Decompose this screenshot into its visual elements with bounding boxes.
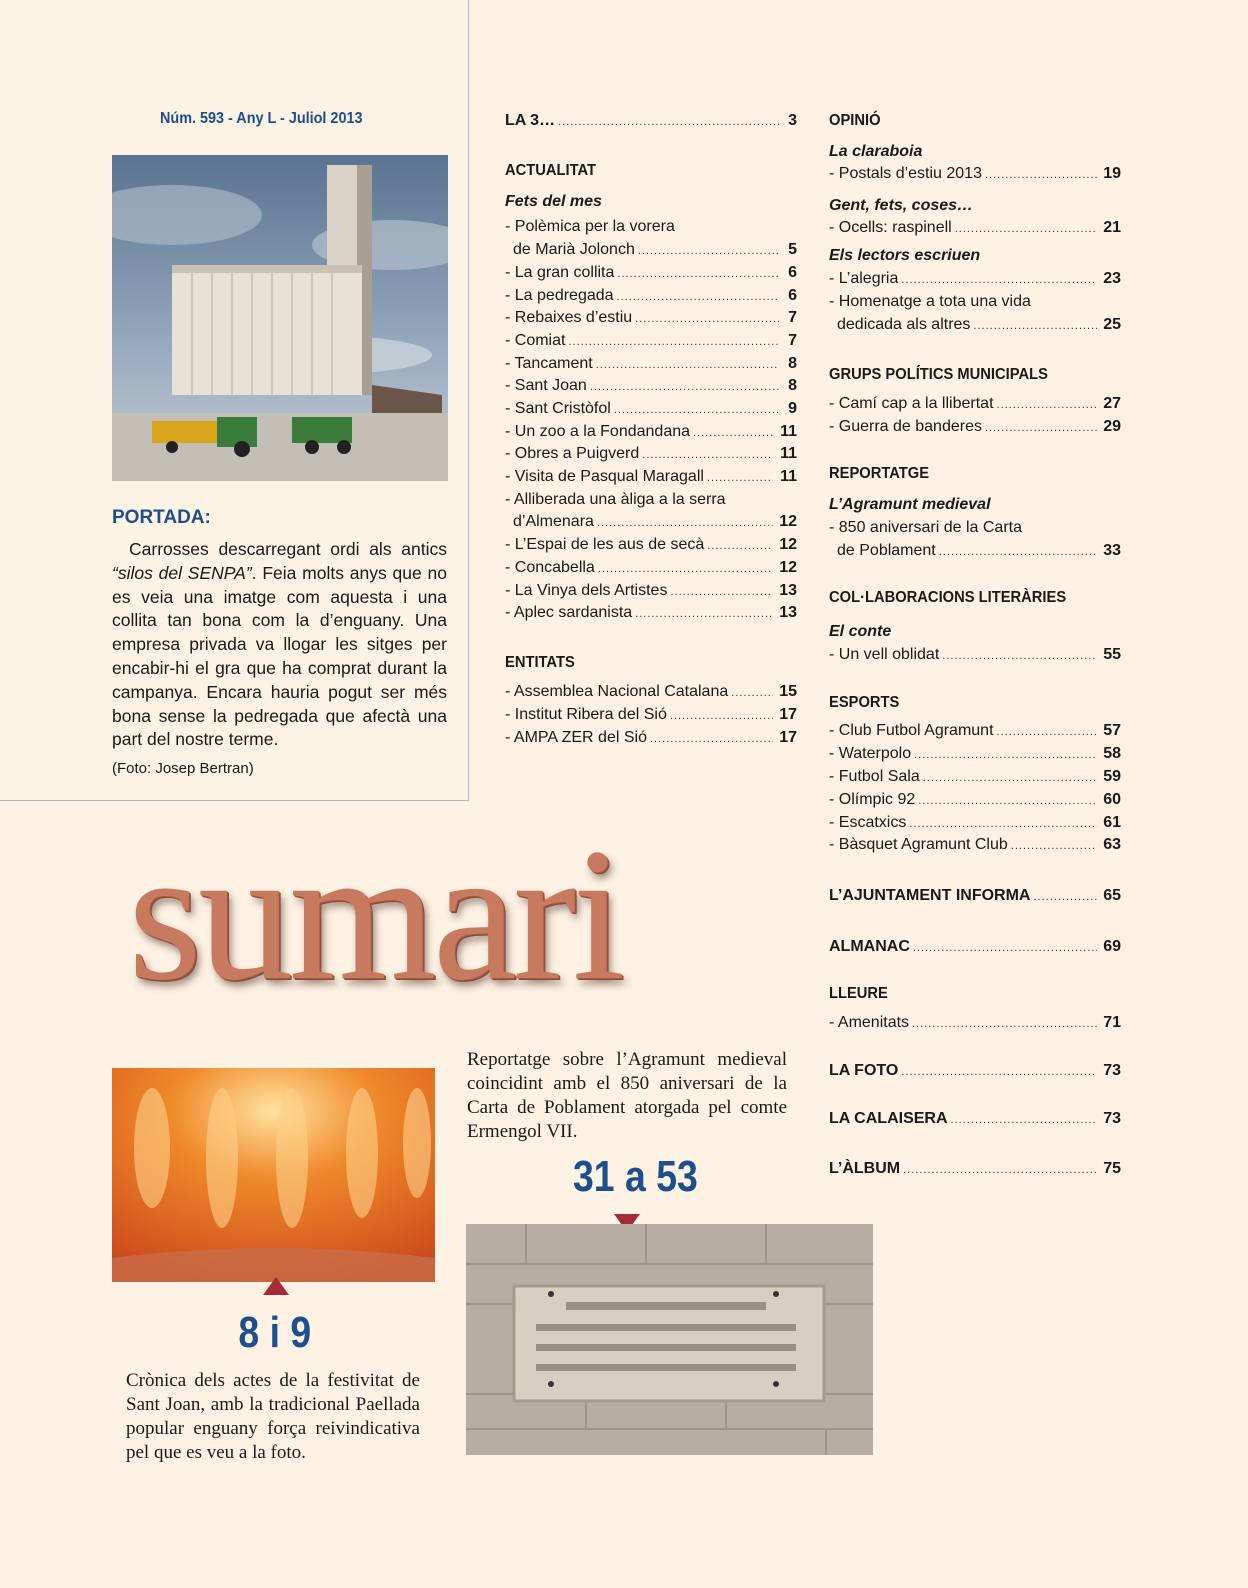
- toc-item: - 850 aniversari de la Carta: [829, 519, 1022, 536]
- toc-item[interactable]: - Futbol Sala ..... 59: [829, 768, 1121, 786]
- toc-item[interactable]: - La pedregada ..... 6: [505, 287, 797, 305]
- section-reportatge: REPORTATGE: [829, 465, 930, 482]
- feature-right-caption: Reportatge sobre l’Agramunt medieval coincidint amb el 850 aniversari de la Carta de Poblament atorgada pel comte Ermengol VII.: [467, 1049, 787, 1142]
- toc-item[interactable]: - L’Espai de les aus de secà ..... 12: [505, 536, 797, 554]
- toc-item[interactable]: - Postals d’estiu 2013 ..... 19: [829, 165, 1121, 183]
- toc-item[interactable]: de Poblament ..... 33: [829, 542, 1121, 560]
- toc-item[interactable]: - Concabella ..... 12: [505, 559, 797, 577]
- toc-item[interactable]: - AMPA ZER del Sió ..... 17: [505, 729, 797, 747]
- toc-item[interactable]: - Bàsquet Agramunt Club ..... 63: [829, 836, 1121, 854]
- toc-item[interactable]: - Visita de Pasqual Maragall ..... 11: [505, 468, 797, 486]
- feature-left-caption: Crònica dels actes de la festivitat de Sant Joan, amb la tradicional Paellada popular enguany força reivindicativa pel que es veu a la foto.: [126, 1370, 420, 1463]
- toc-item[interactable]: - La gran collita ..... 6: [505, 264, 797, 282]
- cover-photo: [112, 155, 448, 481]
- toc-item[interactable]: - Obres a Puigverd ..... 11: [505, 445, 797, 463]
- toc-item[interactable]: - Sant Cristòfol ..... 9: [505, 400, 797, 418]
- toc-item[interactable]: dedicada als altres ..... 25: [829, 316, 1121, 334]
- toc-item: - Polèmica per la vorera: [505, 218, 675, 235]
- toc-item[interactable]: de Marià Jolonch ..... 5: [505, 241, 797, 259]
- toc-ajuntament[interactable]: L’AJUNTAMENT INFORMA ..... 65: [829, 887, 1121, 905]
- section-opinio: OPINIÓ: [829, 112, 881, 129]
- subsection-medieval: L’Agramunt medieval: [829, 496, 991, 513]
- feature-right-pages: 31 a 53: [573, 1152, 698, 1201]
- section-actualitat: ACTUALITAT: [505, 162, 597, 179]
- toc-item[interactable]: - Un zoo a la Fondandana ..... 11: [505, 423, 797, 441]
- toc-item[interactable]: - Guerra de banderes ..... 29: [829, 418, 1121, 436]
- toc-item[interactable]: - L’alegria ..... 23: [829, 270, 1121, 288]
- toc-item[interactable]: - Tancament ..... 8: [505, 355, 797, 373]
- toc-item[interactable]: - Un vell oblidat ..... 55: [829, 646, 1121, 664]
- toc-item: - Alliberada una àliga a la serra: [505, 491, 726, 508]
- section-lleure: LLEURE: [829, 985, 888, 1002]
- toc-la-foto[interactable]: LA FOTO ..... 73: [829, 1062, 1121, 1080]
- toc-item[interactable]: - Camí cap a la llibertat ..... 27: [829, 395, 1121, 413]
- toc-item[interactable]: - Rebaixes d’estiu ..... 7: [505, 309, 797, 327]
- toc-item: - Homenatge a tota una vida: [829, 293, 1031, 310]
- section-esports: ESPORTS: [829, 694, 900, 711]
- subsection-lectors: Els lectors escriuen: [829, 247, 981, 264]
- portada-text: Carrosses descarregant ordi als antics “silos del SENPA”. Feia molts anys que no es veia una imatge com aquesta i una collita tan bona com la d’enguany. Una empresa privada va llogar les sitges per encabir-hi el gra que ha comprat durant la campanya. Encara hauria pogut ser més bona sense la pedregada que afectà una part del nostre terme.: [112, 539, 447, 750]
- toc-almanac[interactable]: ALMANAC ..... 69: [829, 938, 1121, 956]
- portada-heading: PORTADA:: [112, 507, 211, 528]
- toc-item[interactable]: - Aplec sardanista ..... 13: [505, 604, 797, 622]
- toc-la-calaisera[interactable]: LA CALAISERA ..... 73: [829, 1110, 1121, 1128]
- toc-item[interactable]: - Institut Ribera del Sió ..... 17: [505, 706, 797, 724]
- subsection-conte: El conte: [829, 623, 892, 640]
- toc-item[interactable]: - Ocells: raspinell ..... 21: [829, 219, 1121, 237]
- toc-la3[interactable]: LA 3… ..... 3: [505, 112, 797, 130]
- issue-line: Núm. 593 - Any L - Juliol 2013: [160, 110, 363, 127]
- subsection-fets-del-mes: Fets del mes: [505, 193, 602, 210]
- paella-photo: [112, 1068, 435, 1282]
- section-grups-politics: GRUPS POLÍTICS MUNICIPALS: [829, 366, 1048, 383]
- plaque-photo: [466, 1224, 873, 1455]
- section-col-laboracions: COL·LABORACIONS LITERÀRIES: [829, 589, 1067, 606]
- subsection-gent: Gent, fets, coses…: [829, 197, 974, 214]
- photo-credit: (Foto: Josep Bertran): [112, 760, 254, 777]
- toc-item[interactable]: d’Almenara ..... 12: [505, 513, 797, 531]
- toc-item[interactable]: - Olímpic 92 ..... 60: [829, 791, 1121, 809]
- toc-album[interactable]: L’ÀLBUM ..... 75: [829, 1160, 1121, 1178]
- toc-item[interactable]: - Assemblea Nacional Catalana ..... 15: [505, 683, 797, 701]
- toc-item[interactable]: - Amenitats ..... 71: [829, 1014, 1121, 1032]
- marker-triangle-icon: [263, 1277, 289, 1295]
- toc-item[interactable]: - Escatxics ..... 61: [829, 814, 1121, 832]
- toc-item[interactable]: - La Vinya dels Artistes ..... 13: [505, 582, 797, 600]
- toc-item[interactable]: - Comiat ..... 7: [505, 332, 797, 350]
- subsection-claraboia: La claraboia: [829, 143, 923, 160]
- toc-item[interactable]: - Waterpolo ..... 58: [829, 745, 1121, 763]
- feature-left-pages: 8 i 9: [238, 1308, 312, 1357]
- toc-item[interactable]: - Club Futbol Agramunt ..... 57: [829, 722, 1121, 740]
- sumari-title: sumari: [128, 810, 622, 1020]
- toc-item[interactable]: - Sant Joan ..... 8: [505, 377, 797, 395]
- section-entitats: ENTITATS: [505, 654, 575, 671]
